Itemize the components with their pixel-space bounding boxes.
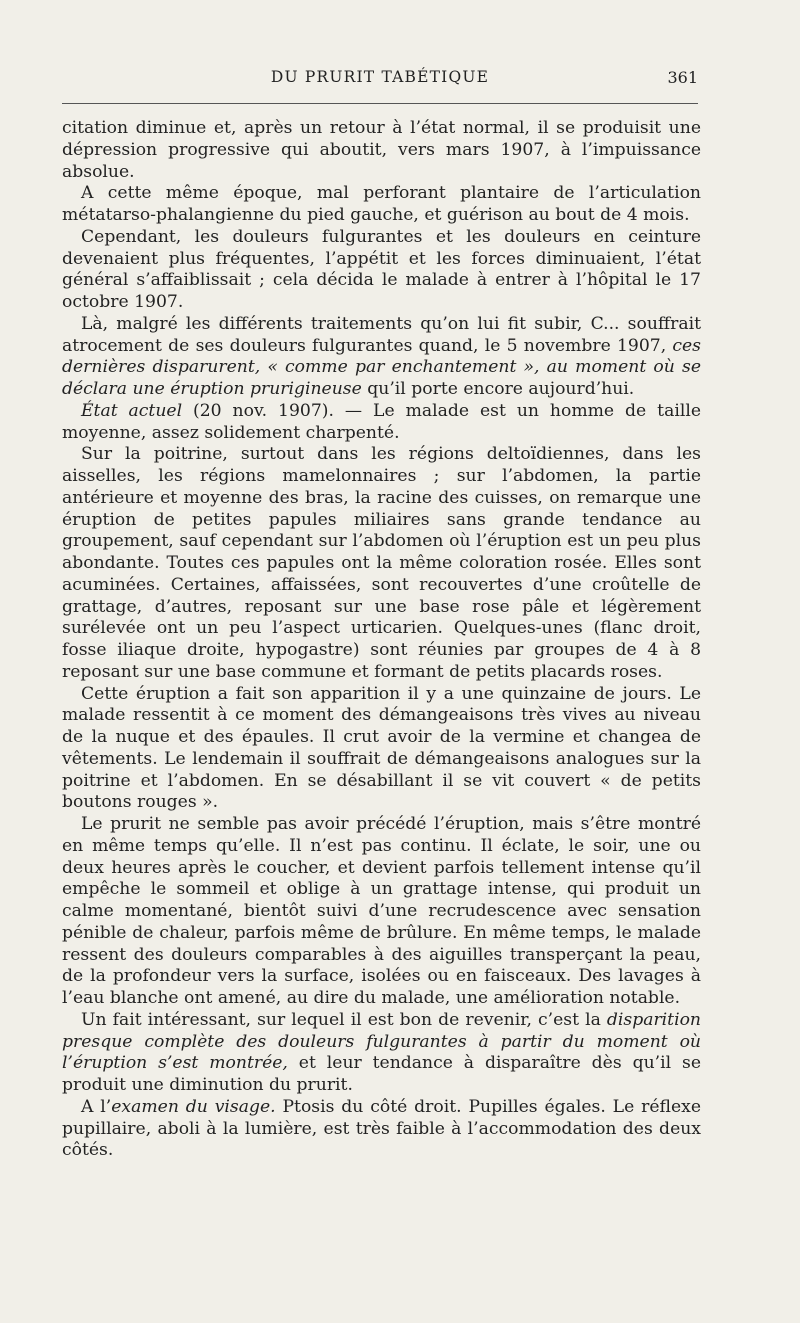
paragraph: [62, 444, 701, 683]
paragraph: [62, 814, 701, 1010]
text-run: (20 nov. 1907). — Le malade est un homme de taille moyenne, assez solidement charpenté.: [62, 400, 701, 443]
text-run: Cependant, les douleurs fulgurantes et les douleurs en ceinture devenaient plus fréquentes, l’appétit et les forces diminuaient, l’état général s’affaiblissait ; cela décida le malade à entrer à l’hôpital le 17 octobre 1907.: [62, 226, 701, 312]
page-number: 361: [667, 68, 698, 87]
header-rule: [62, 103, 698, 104]
text-run: Cette éruption a fait son apparition il y a une quinzaine de jours. Le malade ressentit à ce moment des démangeaisons très vives au niveau de la nuque et des épaules. Il crut avoir de la vermine et changea de vêtements. Le lendemain il souffrait de démangeaisons analogues sur la poitrine et l’abdomen. En se désabillant il se vit couvert « de petits boutons rouges ».: [62, 683, 701, 813]
text-run: qu’il porte encore aujourd’hui.: [361, 379, 635, 399]
italic-text: disparition presque complète des douleurs fulgurantes à partir du moment où l’éruption s’est montrée,: [62, 1009, 701, 1074]
paragraph: [62, 1097, 701, 1162]
running-head: [62, 64, 698, 96]
text-run: Un fait intéressant, sur lequel il est bon de revenir, c’est la: [81, 1009, 607, 1030]
paragraph: [62, 183, 701, 227]
text-run: Le prurit ne semble pas avoir précédé l’éruption, mais s’être montré en même temps qu’elle. Il n’est pas continu. Il éclate, le soir, une ou deux heures après le coucher, et devient parfois tellement intense qu’il empêche le sommeil et oblige à un grattage intense, qui produit un calme momentané, bientôt suivi d’une recrudescence avec sensation pénible de chaleur, parfois même de brûlure. En même temps, le malade ressent des douleurs comparables à des aiguilles transperçant la peau, de la profondeur vers la surface, isolées ou en faisceaux. Des lavages à l’eau blanche ont amené, au dire du malade, une amélioration notable.: [62, 814, 701, 1008]
body-text: [62, 118, 701, 1162]
italic-text: État actuel: [81, 400, 183, 421]
text-run: A cette même époque, mal perforant plantaire de l’articulation métatarso-phalangienne du pied gauche, et guérison au bout de 4 mois.: [62, 183, 701, 225]
italic-text: examen du visage.: [111, 1096, 276, 1117]
paragraph: [62, 314, 701, 401]
paragraph: [62, 118, 701, 183]
paragraph: [62, 401, 701, 445]
text-run: Là, malgré les différents traitements qu’on lui fit subir, C... souffrait atrocement de ses douleurs fulgurantes quand, le 5 novembre 1907,: [62, 313, 701, 356]
paragraph: [62, 684, 701, 815]
running-head-title: DU PRURIT TABÉTIQUE: [270, 68, 490, 86]
text-run: A l’: [81, 1096, 112, 1117]
text-run: citation diminue et, après un retour à l’état normal, il se produisit une dépression progressive qui aboutit, vers mars 1907, à l’impuissance absolue.: [62, 118, 701, 182]
text-run: et leur tendance à disparaître dès qu’il se produit une diminution du prurit.: [62, 1053, 702, 1095]
text-run: Ptosis du côté droit. Pupilles égales. Le réflexe pupillaire, aboli à la lumière, est très faible à l’accommodation des deux côtés.: [62, 1096, 702, 1161]
paragraph: [62, 227, 701, 314]
text-run: Sur la poitrine, surtout dans les régions deltoïdiennes, dans les aisselles, les régions mamelonnaires ; sur l’abdomen, la partie antérieure et moyenne des bras, la racine des cuisses, on remarque une éruption de petites papules miliaires sans grande tendance au groupement, sauf cependant sur l’abdomen où l’éruption est un peu plus abondante. Toutes ces papules ont la même coloration rosée. Elles sont acuminées. Certaines, affaissées, sont recouvertes d’une croûtelle de grattage, d’autres, reposant sur une base rose pâle et légèrement surélevée ont un peu l’aspect urticarien. Quelques-unes (flanc droit, fosse iliaque droite, hypogastre) sont réunies par groupes de 4 à 8 reposant sur une base commune et formant de petits placards roses.: [62, 444, 701, 682]
paragraph: [62, 1010, 701, 1097]
italic-text: ces dernières disparurent, « comme par enchantement », au moment où se déclara une éruption prurigineuse: [62, 335, 701, 399]
